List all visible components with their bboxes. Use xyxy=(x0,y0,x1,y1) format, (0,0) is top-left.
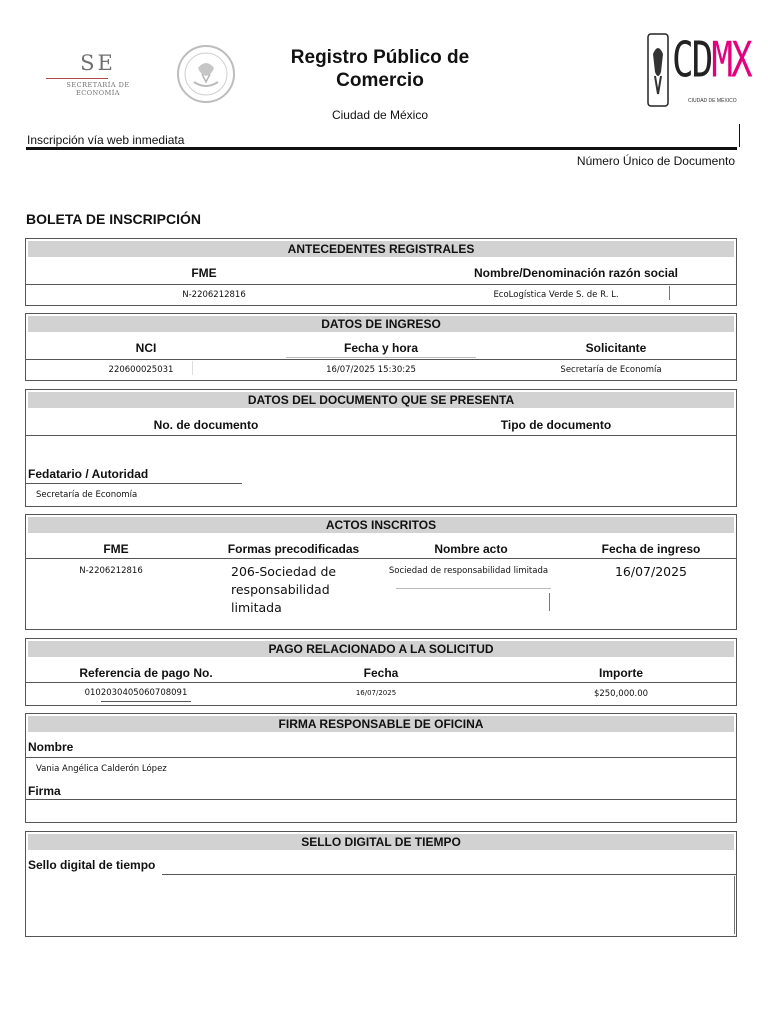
cdmx-logo xyxy=(646,32,751,110)
fecha-hora-value: 16/07/2025 15:30:25 xyxy=(326,365,416,375)
row-divider xyxy=(26,359,736,360)
actos-fme-header: FME xyxy=(103,542,129,556)
importe-value: $250,000.00 xyxy=(593,689,649,699)
referencia-value: 0102030405060708091 xyxy=(84,688,188,698)
no-documento-header: No. de documento xyxy=(153,418,259,432)
cell-divider xyxy=(669,286,670,300)
nombre-value: Vania Angélica Calderón López xyxy=(36,764,167,774)
firma-label: Firma xyxy=(28,784,61,798)
section-sello-title: SELLO DIGITAL DE TIEMPO xyxy=(28,834,734,850)
formas-header: Formas precodificadas xyxy=(227,542,360,556)
row-divider xyxy=(26,799,736,800)
sello-label: Sello digital de tiempo xyxy=(28,858,156,872)
cdmx-sub: CIUDAD DE MÉXICO xyxy=(688,98,737,104)
fme-header: FME xyxy=(191,266,217,280)
section-documento-title: DATOS DEL DOCUMENTO QUE SE PRESENTA xyxy=(28,392,734,408)
razon-social-value: EcoLogística Verde S. de R. L. xyxy=(493,290,619,300)
page-title-line2: Comercio xyxy=(336,70,424,91)
nci-header: NCI xyxy=(135,341,157,355)
referencia-header: Referencia de pago No. xyxy=(79,666,213,680)
razon-social-header: Nombre/Denominación razón social xyxy=(473,266,679,280)
row-divider xyxy=(26,435,736,436)
referencia-underline xyxy=(101,701,191,702)
cdmx-mx: MX xyxy=(711,33,751,89)
city-label: Ciudad de México xyxy=(331,108,429,122)
header-rule xyxy=(26,147,737,150)
forma-value: 206-Sociedad de responsabilidad limitada xyxy=(231,564,337,615)
doc-number-label: Número Único de Documento xyxy=(576,154,735,168)
cell-divider xyxy=(734,876,735,934)
fedatario-label: Fedatario / Autoridad xyxy=(28,467,149,481)
cell-divider xyxy=(192,361,193,375)
cell-divider xyxy=(396,588,551,589)
se-logo-line xyxy=(46,78,108,79)
se-logo-subtitle: SECRETARÍA DE ECONOMÍA xyxy=(66,81,130,97)
se-logo xyxy=(46,50,150,96)
row-divider xyxy=(26,558,736,559)
fme-value: N-2206212816 xyxy=(182,290,246,300)
fecha-ingreso-header: Fecha de ingreso xyxy=(601,542,701,556)
mexico-seal-icon xyxy=(176,44,236,104)
row-divider xyxy=(162,874,736,875)
pago-fecha-value: 16/07/2025 xyxy=(355,689,397,697)
section-firma xyxy=(25,713,737,823)
row-divider xyxy=(26,284,736,285)
row-divider xyxy=(26,682,736,683)
section-ingreso-title: DATOS DE INGRESO xyxy=(28,316,734,332)
se-logo-letters: SE xyxy=(80,51,116,75)
solicitante-value: Secretaría de Economía xyxy=(560,365,662,375)
fecha-underline xyxy=(286,357,476,358)
section-actos xyxy=(25,514,737,630)
nci-value: 220600025031 xyxy=(108,365,174,375)
nombre-label: Nombre xyxy=(28,740,74,754)
section-documento xyxy=(25,389,737,507)
nombre-acto-value: Sociedad de responsabilidad limitada xyxy=(388,566,549,576)
section-sello xyxy=(25,831,737,937)
section-antecedentes xyxy=(25,238,737,306)
header-rule-vertical xyxy=(739,124,740,147)
cell-divider xyxy=(549,593,550,611)
registration-mode: Inscripción vía web inmediata xyxy=(27,133,185,147)
pago-fecha-header: Fecha xyxy=(363,666,399,680)
page-title xyxy=(270,46,490,92)
section-pago xyxy=(25,638,737,706)
page-title-line1: Registro Público de xyxy=(290,47,470,68)
section-firma-title: FIRMA RESPONSABLE DE OFICINA xyxy=(28,716,734,732)
fecha-ingreso-value: 16/07/2025 xyxy=(614,564,688,579)
cdmx-wordmark: CDMX xyxy=(672,33,751,89)
row-divider xyxy=(26,757,736,758)
fedatario-underline xyxy=(26,483,242,484)
fedatario-value: Secretaría de Economía xyxy=(36,490,138,500)
fecha-hora-header: Fecha y hora xyxy=(343,341,419,355)
section-pago-title: PAGO RELACIONADO A LA SOLICITUD xyxy=(28,641,734,657)
section-actos-title: ACTOS INSCRITOS xyxy=(28,517,734,533)
actos-fme-value: N-2206212816 xyxy=(79,566,143,576)
section-antecedentes-title: ANTECEDENTES REGISTRALES xyxy=(28,241,734,257)
nombre-acto-header: Nombre acto xyxy=(434,542,508,556)
importe-header: Importe xyxy=(598,666,643,680)
tipo-documento-header: Tipo de documento xyxy=(500,418,612,432)
solicitante-header: Solicitante xyxy=(585,341,647,355)
section-ingreso xyxy=(25,313,737,381)
boleta-title: BOLETA DE INSCRIPCIÓN xyxy=(26,211,202,227)
